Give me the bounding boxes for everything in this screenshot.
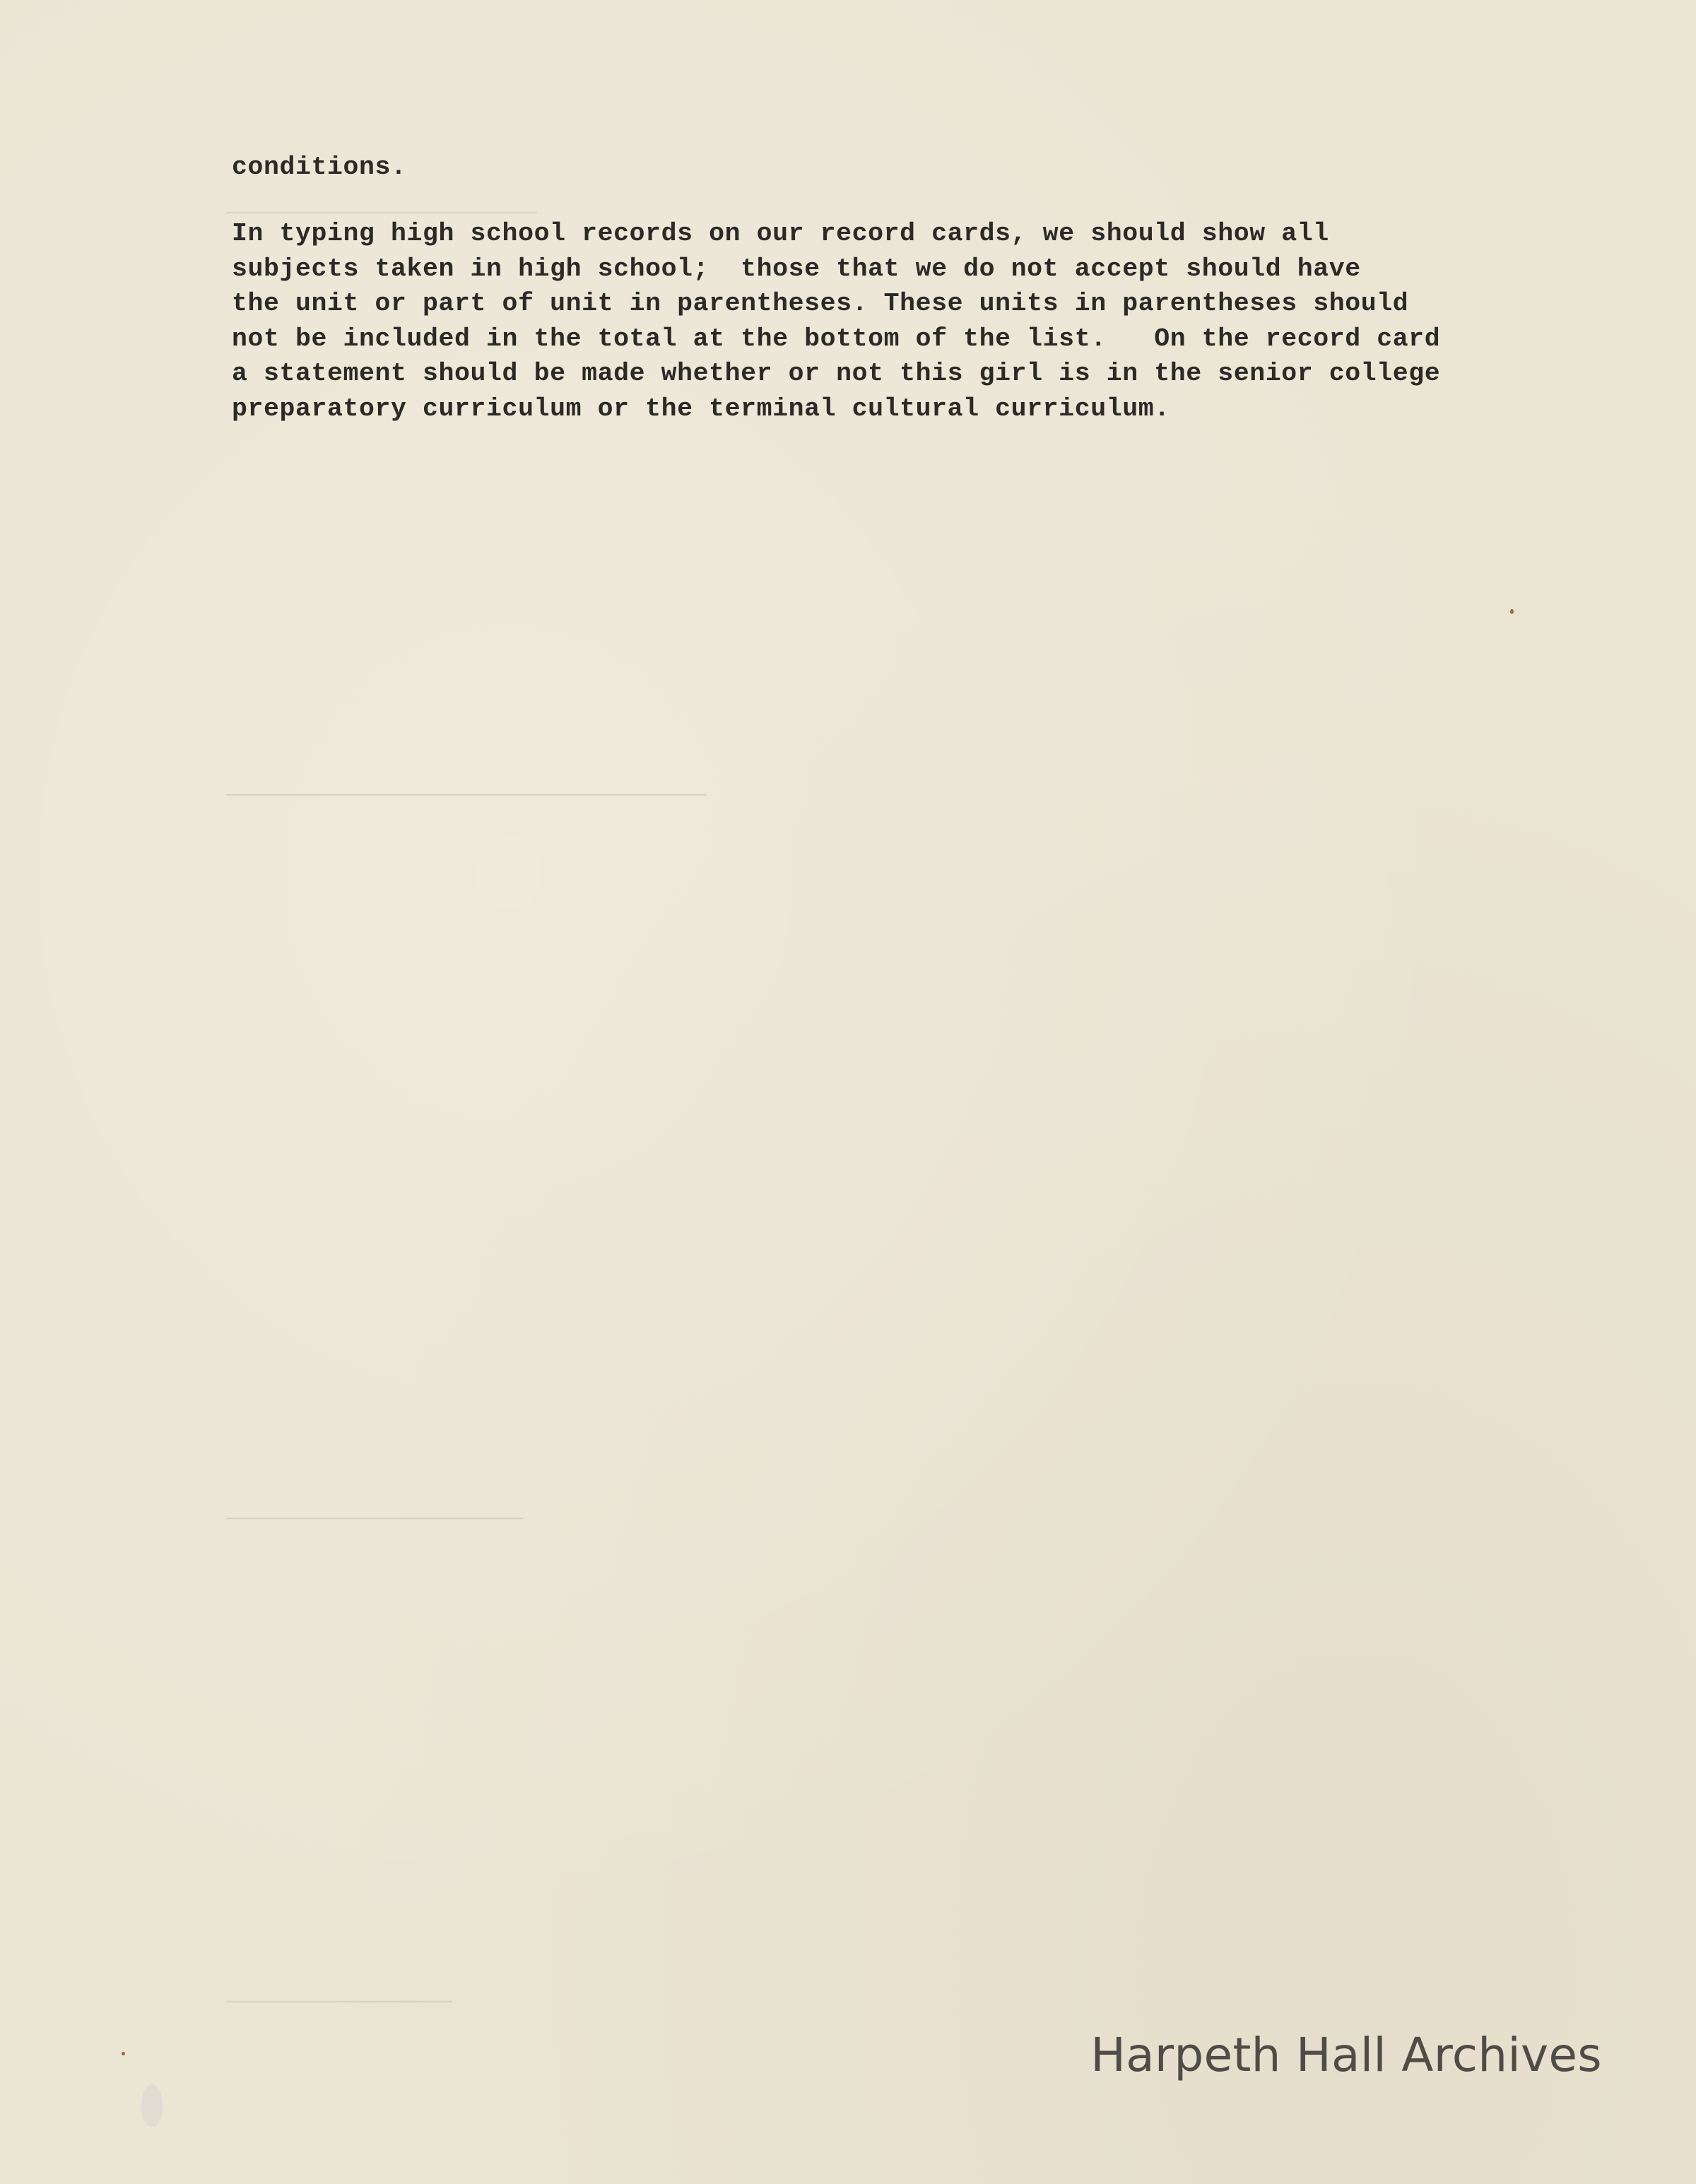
paper-speck (1510, 609, 1514, 614)
paragraph-line: a statement should be made whether or not this girl is in the senior college (232, 359, 1441, 388)
record-cards-paragraph (232, 216, 1574, 426)
paragraph-line: subjects taken in high school; those that we do not accept should have (232, 254, 1361, 283)
paper-speck (122, 2052, 125, 2055)
archive-watermark: Harpeth Hall Archives (1090, 2028, 1602, 2082)
paragraph-line: not be included in the total at the bottom of the list. On the record card (232, 324, 1441, 353)
paragraph-line: In typing high school records on our record cards, we should show all (232, 219, 1329, 248)
typed-text-block (232, 150, 1574, 426)
paragraph-line: the unit or part of unit in parentheses. These units in parentheses should (232, 289, 1409, 318)
paragraph-line: preparatory curriculum or the terminal cultural curriculum. (232, 394, 1170, 423)
paper-speck (141, 2084, 163, 2127)
opening-line: conditions. (232, 153, 407, 182)
